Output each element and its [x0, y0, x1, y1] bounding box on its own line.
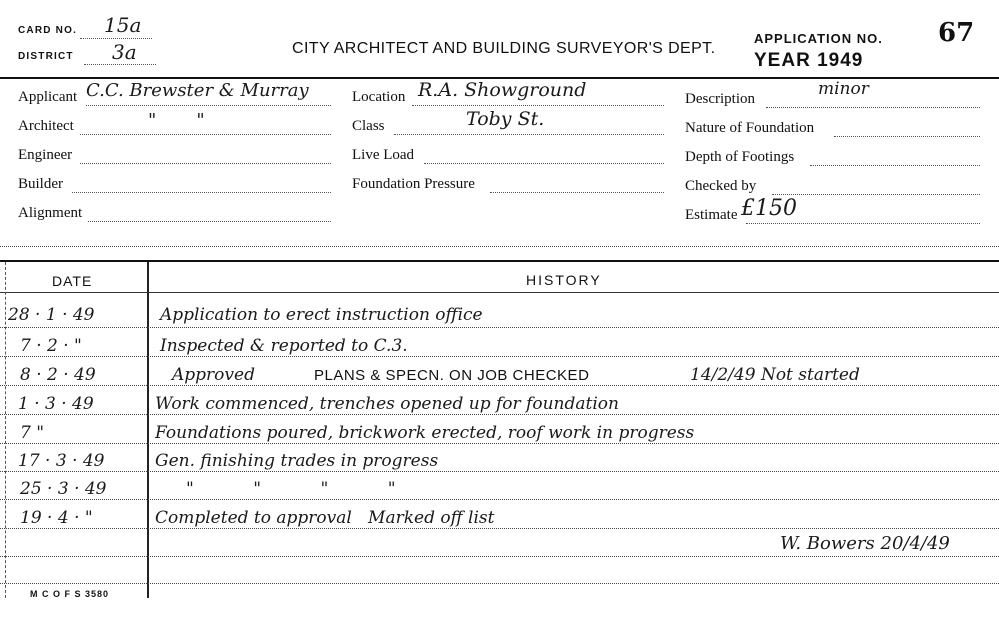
history-column-header: HISTORY [526, 272, 602, 288]
history-row-text: Completed to approval Marked off list [155, 508, 495, 528]
history-row-text: Work commenced, trenches opened up for foundation [155, 394, 619, 414]
alignment-label: Alignment [18, 205, 83, 221]
card-no-dotted-line [80, 38, 152, 39]
card-no-label: CARD NO. [18, 25, 78, 36]
history-row-date: 28 · 1 · 49 [8, 305, 95, 325]
year-label: YEAR 1949 [754, 50, 864, 71]
fields-bottom-dotted-rule [0, 246, 999, 247]
estimate-value: £150 [741, 196, 797, 221]
checked-by-label: Checked by [685, 178, 757, 194]
class-label: Class [352, 118, 385, 134]
history-row-text: Application to erect instruction office [160, 305, 483, 325]
history-row-date: 17 · 3 · 49 [18, 451, 105, 471]
builder-line [72, 192, 331, 193]
checked-by-line [772, 194, 980, 195]
history-row-date: 19 · 4 · " [20, 508, 93, 528]
history-row-rule [0, 414, 999, 415]
history-row-rule [0, 556, 999, 557]
date-column-divider [147, 262, 149, 598]
applicant-value: C.C. Brewster & Murray [86, 80, 309, 101]
district-label: DISTRICT [18, 51, 74, 62]
history-row-text: Foundations poured, brickwork erected, roof work in progress [155, 423, 695, 443]
nature-of-foundation-label: Nature of Foundation [685, 120, 815, 136]
architect-label: Architect [18, 118, 74, 134]
date-column-header: DATE [52, 273, 93, 289]
history-row-rule [0, 583, 999, 584]
application-no-label: APPLICATION NO. [754, 31, 883, 46]
form-code: M C O F S 3580 [30, 589, 110, 599]
history-row-rule [0, 385, 999, 386]
applicant-line [86, 105, 331, 106]
applicant-label: Applicant [18, 89, 78, 105]
foundation-pressure-line [490, 192, 664, 193]
history-row-date: 7 " [20, 423, 45, 443]
district-dotted-line [84, 64, 156, 65]
engineer-line [80, 163, 331, 164]
estimate-label: Estimate [685, 207, 738, 223]
history-row-date: 25 · 3 · 49 [20, 479, 107, 499]
history-row-text: " " " " [186, 479, 396, 499]
card-no-value: 15a [104, 13, 142, 37]
architect-value: " " [148, 110, 205, 131]
approval-stamp: PLANS & SPECN. ON JOB CHECKED [314, 367, 590, 384]
application-no-value: 67 [938, 18, 975, 48]
inspector-signature: W. Bowers 20/4/49 [780, 533, 950, 554]
history-row-rule [0, 443, 999, 444]
history-row-rule [0, 356, 999, 357]
depth-of-footings-label: Depth of Footings [685, 149, 795, 165]
location-label: Location [352, 89, 406, 105]
nature-of-foundation-line [834, 136, 980, 137]
history-row-text-suffix: 14/2/49 Not started [690, 365, 860, 385]
history-row-date: 8 · 2 · 49 [20, 365, 96, 385]
architect-line [80, 134, 331, 135]
history-top-rule [0, 260, 999, 262]
left-margin-rule [5, 262, 6, 598]
history-row-text: Inspected & reported to C.3. [160, 336, 408, 356]
engineer-label: Engineer [18, 147, 73, 163]
location-value: R.A. Showground [418, 79, 587, 101]
builder-label: Builder [18, 176, 63, 192]
description-value: minor [818, 79, 869, 99]
history-row-rule [0, 499, 999, 500]
foundation-pressure-label: Foundation Pressure [352, 176, 475, 192]
history-row-date: 1 · 3 · 49 [18, 394, 94, 414]
description-label: Description [685, 91, 755, 107]
history-header-rule [0, 292, 999, 293]
history-row-date: 7 · 2 · " [20, 336, 82, 356]
live-load-line [424, 163, 664, 164]
class-line [394, 134, 664, 135]
description-line [766, 107, 980, 108]
depth-of-footings-line [810, 165, 980, 166]
district-value: 3a [112, 40, 137, 64]
dept-title: CITY ARCHITECT AND BUILDING SURVEYOR'S DEPT. [292, 40, 716, 57]
alignment-line [88, 221, 331, 222]
class-value: Toby St. [466, 108, 545, 130]
estimate-line [746, 223, 980, 224]
history-row-rule [0, 327, 999, 328]
history-row-text: Gen. finishing trades in progress [155, 451, 439, 471]
history-row-rule [0, 471, 999, 472]
location-line [412, 105, 664, 106]
history-row-text-prefix: Approved [172, 365, 255, 385]
history-row-rule [0, 528, 999, 529]
live-load-label: Live Load [352, 147, 415, 163]
